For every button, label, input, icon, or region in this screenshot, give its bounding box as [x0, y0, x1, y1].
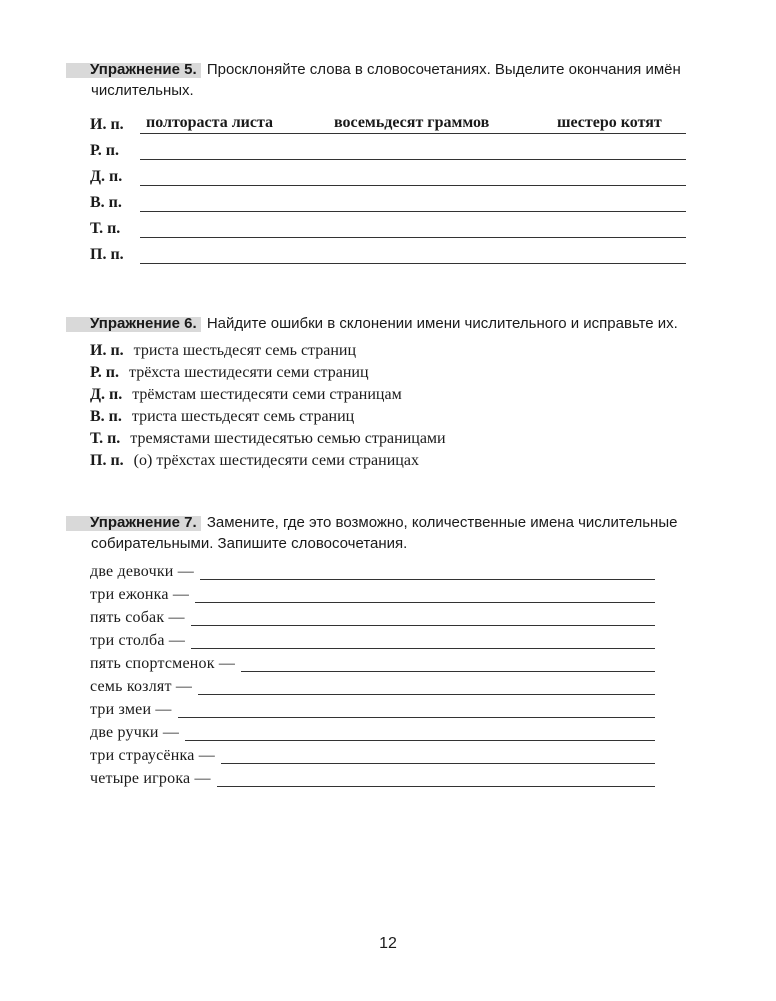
case-phrase: трёхста шестидесяти семи страниц — [129, 364, 369, 381]
exercise-7-header — [66, 512, 677, 533]
example-phrase: восемьдесят граммов — [334, 114, 490, 131]
item-phrase: три змеи — — [90, 701, 172, 718]
answer-line[interactable] — [191, 625, 655, 626]
example-phrase: шестеро котят — [557, 114, 662, 131]
case-phrase: тремястами шестидесятью семью страницами — [130, 430, 446, 447]
exercise-7-item — [90, 676, 655, 698]
exercise-7-title: Упражнение 7. — [90, 514, 197, 531]
exercise-6-row — [90, 363, 369, 383]
case-label: В. п. — [90, 408, 122, 425]
case-row-prepositional — [90, 242, 686, 266]
case-row-accusative — [90, 190, 686, 214]
exercise-7-item — [90, 768, 655, 790]
case-phrase: триста шестьдесят семь страниц — [133, 342, 357, 359]
case-phrase: триста шестьдесят семь страниц — [131, 408, 355, 425]
answer-line[interactable] — [140, 237, 686, 238]
exercise-5-instruction: Просклоняйте слова в словосочетаниях. Выделите окончания имён — [206, 61, 681, 78]
exercise-7-item — [90, 653, 655, 675]
case-row-nominative — [90, 112, 686, 136]
answer-line[interactable] — [140, 211, 686, 212]
page-number: 12 — [379, 935, 397, 952]
exercise-7-instruction: Замените, где это возможно, количественные имена числительные — [206, 514, 678, 531]
answer-line[interactable] — [140, 159, 686, 160]
exercise-7-item — [90, 699, 655, 721]
exercise-6-row — [90, 341, 356, 361]
answer-line[interactable] — [200, 579, 655, 580]
case-label: Т. п. — [90, 220, 121, 237]
case-label: Р. п. — [90, 364, 119, 381]
item-phrase: три ежонка — — [90, 586, 190, 603]
case-label: И. п. — [90, 342, 124, 359]
exercise-7-item — [90, 607, 655, 629]
case-label: В. п. — [90, 194, 122, 211]
item-phrase: три столба — — [90, 632, 186, 649]
case-label: Д. п. — [90, 168, 123, 185]
exercise-5-header — [66, 59, 681, 80]
case-label: Д. п. — [90, 386, 123, 403]
exercise-7-item — [90, 584, 655, 606]
case-label: П. п. — [90, 246, 124, 263]
answer-line[interactable] — [140, 133, 686, 134]
answer-line[interactable] — [178, 717, 655, 718]
item-phrase: две ручки — — [90, 724, 180, 741]
case-row-genitive — [90, 138, 686, 162]
exercise-7-item — [90, 722, 655, 744]
case-label: П. п. — [90, 452, 124, 469]
case-label: Р. п. — [90, 142, 119, 159]
example-phrase: полтораста листа — [146, 114, 274, 131]
answer-line[interactable] — [185, 740, 655, 741]
exercise-6-row — [90, 451, 419, 471]
answer-line[interactable] — [195, 602, 655, 603]
case-phrase: трёмстам шестидесяти семи страницам — [132, 386, 402, 403]
item-phrase: три страусёнка — — [90, 747, 215, 764]
case-row-instrumental — [90, 216, 686, 240]
case-label: Т. п. — [90, 430, 121, 447]
answer-line[interactable] — [221, 763, 655, 764]
exercise-7-item — [90, 745, 655, 767]
answer-line[interactable] — [191, 648, 655, 649]
exercise-5-instruction-cont: числительных. — [91, 82, 194, 99]
exercise-7-instruction-cont: собирательными. Запишите словосочетания. — [91, 535, 408, 552]
case-phrase: (о) трёхстах шестидесяти семи страницах — [133, 452, 419, 469]
answer-line[interactable] — [140, 263, 686, 264]
exercise-5-title: Упражнение 5. — [90, 61, 197, 78]
exercise-7-item — [90, 630, 655, 652]
exercise-6-header — [66, 313, 678, 334]
answer-line[interactable] — [217, 786, 655, 787]
exercise-6-title: Упражнение 6. — [90, 315, 197, 332]
answer-line[interactable] — [140, 185, 686, 186]
item-phrase: две девочки — — [90, 563, 194, 580]
item-phrase: пять собак — — [90, 609, 185, 626]
answer-line[interactable] — [198, 694, 655, 695]
item-phrase: четыре игрока — — [90, 770, 211, 787]
case-row-dative — [90, 164, 686, 188]
exercise-6-row — [90, 385, 402, 405]
answer-line[interactable] — [241, 671, 655, 672]
exercise-6-row — [90, 407, 354, 427]
exercise-7-item — [90, 561, 655, 583]
exercise-6-row — [90, 429, 446, 449]
item-phrase: пять спортсменок — — [90, 655, 236, 672]
case-label: И. п. — [90, 116, 124, 133]
item-phrase: семь козлят — — [90, 678, 193, 695]
exercise-6-instruction: Найдите ошибки в склонении имени числительного и исправьте их. — [206, 315, 678, 332]
